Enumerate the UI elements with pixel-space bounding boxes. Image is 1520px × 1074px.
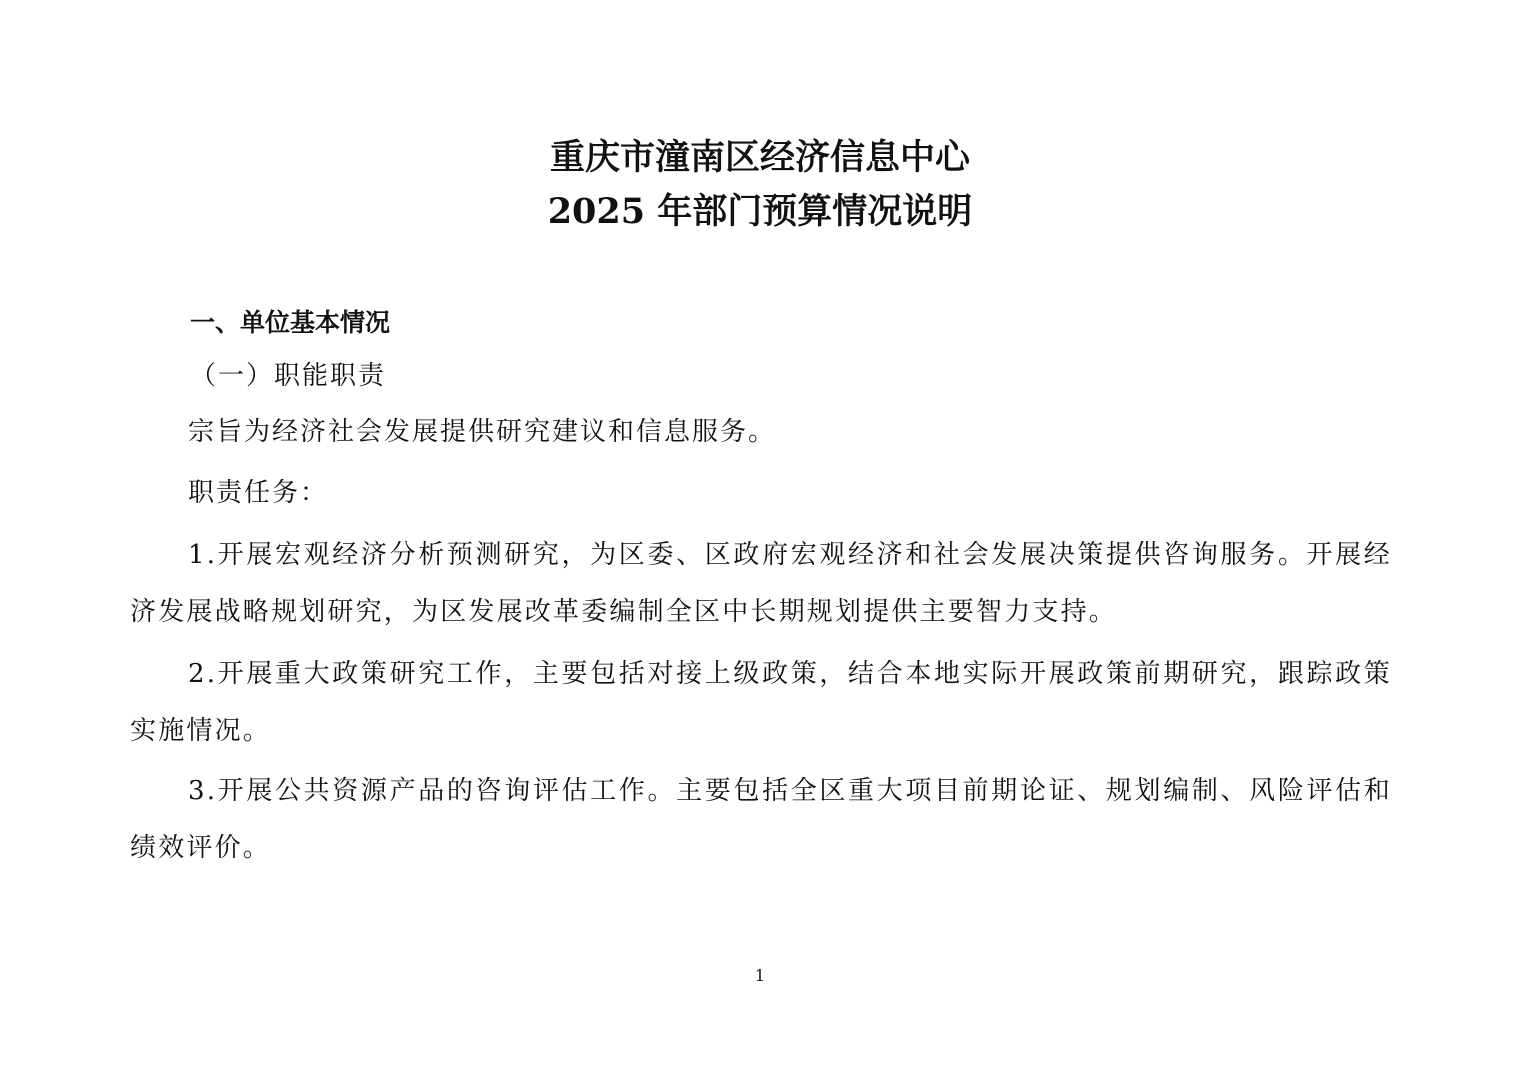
- page-number: 1: [754, 966, 766, 985]
- purpose-paragraph: 宗旨为经济社会发展提供研究建议和信息服务。: [188, 417, 777, 447]
- section-heading: 一、单位基本情况: [190, 308, 391, 337]
- duty-paragraph-2: 2.开展重大政策研究工作，主要包括对接上级政策，结合本地实际开展政策前期研究，跟踪政策实施情况。: [130, 659, 1392, 746]
- document-title-line-1: 重庆市潼南区经济信息中心: [549, 137, 970, 178]
- duties-label: 职责任务：: [188, 478, 329, 508]
- subsection-heading: （一）职能职责: [190, 361, 387, 391]
- document-title-line-2: 2025 年部门预算情况说明: [547, 191, 973, 232]
- duty-paragraph-1: 1.开展宏观经济分析预测研究，为区委、区政府宏观经济和社会发展决策提供咨询服务。开展经济发展战略规划研究，为区发展改革委编制全区中长期规划提供主要智力支持。: [130, 540, 1392, 627]
- duty-paragraph-3: 3.开展公共资源产品的咨询评估工作。主要包括全区重大项目前期论证、规划编制、风险评估和绩效评价。: [130, 776, 1392, 863]
